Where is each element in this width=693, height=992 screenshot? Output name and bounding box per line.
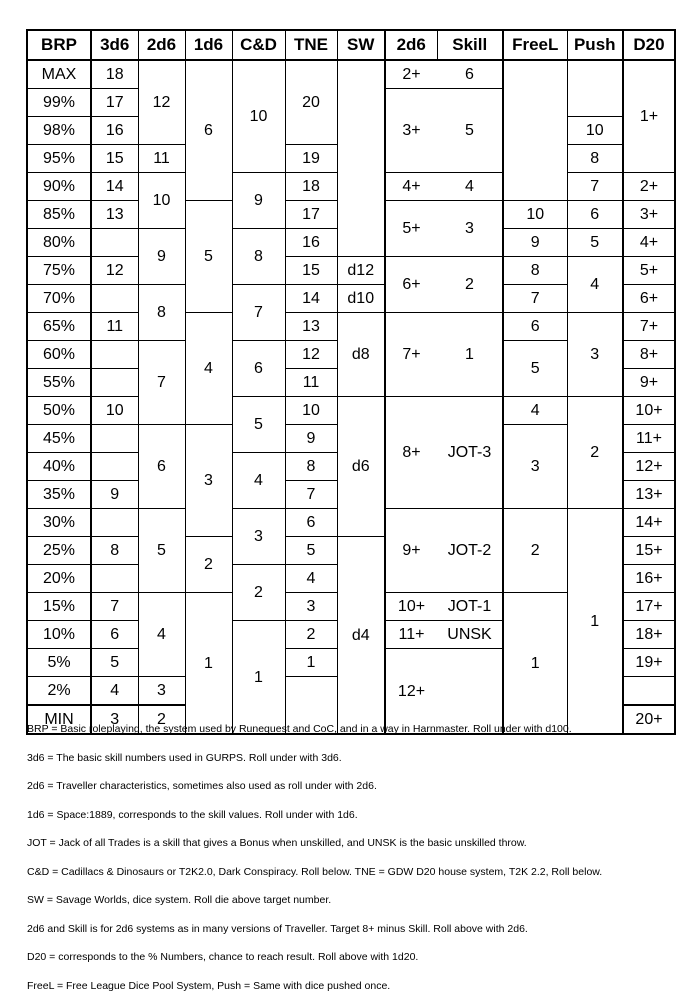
- row-label-brp: 85%: [27, 201, 91, 229]
- row-label-brp: 65%: [27, 313, 91, 341]
- column-header-brp-0: BRP: [27, 30, 91, 60]
- cell-2d6-target: 7+: [385, 313, 437, 397]
- cell-skill-value: 1: [437, 313, 503, 397]
- column-header-push-10: Push: [567, 30, 623, 60]
- cell-tne: 13: [285, 313, 337, 341]
- column-header-2d6-7: 2d6: [385, 30, 437, 60]
- row-label-brp: 70%: [27, 285, 91, 313]
- cell-2d6: 9: [138, 229, 185, 285]
- column-header-2d6-2: 2d6: [138, 30, 185, 60]
- cell-skill-value: 3: [437, 201, 503, 257]
- cell-3d6: 13: [91, 201, 138, 229]
- cell-freel: 1: [503, 593, 567, 735]
- cell-2d6-target: 2+: [385, 60, 437, 89]
- cell-3d6: 8: [91, 537, 138, 565]
- cell-sw: d6: [337, 397, 385, 537]
- cell-freel: 4: [503, 397, 567, 425]
- cell-push: 4: [567, 257, 623, 313]
- cell-tne: 17: [285, 201, 337, 229]
- cell-d20: 3+: [623, 201, 675, 229]
- row-label-brp: 45%: [27, 425, 91, 453]
- row-label-brp: 80%: [27, 229, 91, 257]
- cell-3d6: 9: [91, 481, 138, 509]
- cell-skill-value: 6: [437, 60, 503, 89]
- cell-skill-value: JOT-3: [437, 397, 503, 509]
- cell-freel: 8: [503, 257, 567, 285]
- cell-2d6: 4: [138, 593, 185, 677]
- cell-push: 8: [567, 145, 623, 173]
- cell-d20: 6+: [623, 285, 675, 313]
- table-row: [27, 60, 675, 89]
- legend-note-10: FreeL = Free League Dice Pool System, Push = Same with dice pushed once.: [27, 979, 391, 992]
- cell-1d6: 3: [185, 425, 232, 537]
- cell-push: 1: [567, 509, 623, 735]
- cell-3d6: 15: [91, 145, 138, 173]
- cell-freel: 7: [503, 285, 567, 313]
- cell-3d6: [91, 565, 138, 593]
- cell-tne: 8: [285, 453, 337, 481]
- cell-cd: 1: [232, 621, 285, 735]
- rpg-conversion-table: [26, 29, 676, 735]
- cell-d20: 12+: [623, 453, 675, 481]
- column-header-sw-6: SW: [337, 30, 385, 60]
- cell-sw: d12: [337, 257, 385, 285]
- cell-cd: 9: [232, 173, 285, 229]
- cell-skill-value: 2: [437, 257, 503, 313]
- cell-3d6: 4: [91, 677, 138, 706]
- cell-cd: 5: [232, 397, 285, 453]
- cell-d20: 15+: [623, 537, 675, 565]
- cell-d20: 10+: [623, 397, 675, 425]
- row-label-brp: 98%: [27, 117, 91, 145]
- column-header-c-d-4: C&D: [232, 30, 285, 60]
- table-row: [27, 313, 675, 341]
- row-label-brp: 15%: [27, 593, 91, 621]
- cell-freel: 3: [503, 425, 567, 509]
- cell-2d6-target: 3+: [385, 89, 437, 173]
- cell-2d6-target: 10+: [385, 593, 437, 621]
- legend-note-1: BRP = Basic roleplaying, the system used by Runequest and CoC, and in a way in Harnmaster. Roll under with d100.: [27, 723, 572, 735]
- cell-d20: 1+: [623, 60, 675, 173]
- cell-cd: 4: [232, 453, 285, 509]
- cell-d20: 2+: [623, 173, 675, 201]
- legend-note-3: 2d6 = Traveller characteristics, sometimes also used as roll under with 2d6.: [27, 780, 377, 792]
- row-label-brp: 35%: [27, 481, 91, 509]
- cell-2d6-target: 6+: [385, 257, 437, 313]
- legend-note-8: 2d6 and Skill is for 2d6 systems as in many versions of Traveller. Target 8+ minus Skill. Roll above with 2d6.: [27, 922, 528, 935]
- cell-2d6: 2: [138, 705, 185, 734]
- cell-3d6: 17: [91, 89, 138, 117]
- cell-cd: 2: [232, 565, 285, 621]
- cell-skill-value: JOT-2: [437, 509, 503, 593]
- column-header-tne-5: TNE: [285, 30, 337, 60]
- row-label-brp: 50%: [27, 397, 91, 425]
- column-header-3d6-1: 3d6: [91, 30, 138, 60]
- row-label-brp: 5%: [27, 649, 91, 677]
- cell-3d6: 12: [91, 257, 138, 285]
- cell-d20: 4+: [623, 229, 675, 257]
- row-label-brp: 75%: [27, 257, 91, 285]
- column-header-skill-8: Skill: [437, 30, 503, 60]
- cell-cd: 10: [232, 60, 285, 173]
- row-label-brp: 55%: [27, 369, 91, 397]
- cell-push: 2: [567, 397, 623, 509]
- cell-freel: 2: [503, 509, 567, 593]
- cell-1d6: 1: [185, 593, 232, 735]
- column-header-freel-9: FreeL: [503, 30, 567, 60]
- cell-d20: 11+: [623, 425, 675, 453]
- cell-3d6: [91, 285, 138, 313]
- cell-3d6: 7: [91, 593, 138, 621]
- cell-2d6-target: 12+: [385, 649, 437, 735]
- cell-freel: 10: [503, 201, 567, 229]
- legend-note-9: D20 = corresponds to the % Numbers, chance to reach result. Roll above with 1d20.: [27, 951, 419, 963]
- cell-2d6-target: 11+: [385, 621, 437, 649]
- cell-d20: 14+: [623, 509, 675, 537]
- cell-sw: d8: [337, 313, 385, 397]
- cell-skill-value: 4: [437, 173, 503, 201]
- cell-tne: 4: [285, 565, 337, 593]
- cell-tne: 10: [285, 397, 337, 425]
- cell-tne: 9: [285, 425, 337, 453]
- cell-2d6: 8: [138, 285, 185, 341]
- cell-2d6: 6: [138, 425, 185, 509]
- cell-3d6: [91, 229, 138, 257]
- cell-tne: 14: [285, 285, 337, 313]
- row-label-brp: 90%: [27, 173, 91, 201]
- cell-tne: 6: [285, 509, 337, 537]
- table-row: [27, 397, 675, 425]
- row-label-brp: 2%: [27, 677, 91, 706]
- cell-cd: 7: [232, 285, 285, 341]
- cell-sw: [337, 60, 385, 257]
- cell-skill-value: UNSK: [437, 621, 503, 649]
- cell-tne: 2: [285, 621, 337, 649]
- cell-tne: 7: [285, 481, 337, 509]
- cell-3d6: 10: [91, 397, 138, 425]
- cell-2d6: 10: [138, 173, 185, 229]
- cell-sw: d10: [337, 285, 385, 313]
- cell-d20: [623, 677, 675, 706]
- row-label-brp: 95%: [27, 145, 91, 173]
- table-body: [27, 60, 675, 734]
- cell-cd: 6: [232, 341, 285, 397]
- cell-d20: 17+: [623, 593, 675, 621]
- cell-tne: 15: [285, 257, 337, 285]
- cell-3d6: [91, 453, 138, 481]
- cell-1d6: 2: [185, 537, 232, 593]
- legend-note-4: 1d6 = Space:1889, corresponds to the skill values. Roll under with 1d6.: [27, 808, 358, 821]
- cell-3d6: 16: [91, 117, 138, 145]
- cell-freel: 9: [503, 229, 567, 257]
- legend-note-2: 3d6 = The basic skill numbers used in GURPS. Roll under with 3d6.: [27, 751, 342, 764]
- cell-tne: 1: [285, 649, 337, 677]
- cell-3d6: 14: [91, 173, 138, 201]
- cell-skill-value: [437, 649, 503, 735]
- cell-2d6: 5: [138, 509, 185, 593]
- cell-push: 10: [567, 117, 623, 145]
- cell-tne: 3: [285, 593, 337, 621]
- row-label-brp: 30%: [27, 509, 91, 537]
- row-label-brp: MAX: [27, 60, 91, 89]
- cell-1d6: 4: [185, 313, 232, 425]
- cell-push: 6: [567, 201, 623, 229]
- cell-d20: 7+: [623, 313, 675, 341]
- cell-2d6-target: 9+: [385, 509, 437, 593]
- cell-skill-value: 5: [437, 89, 503, 173]
- cell-d20: 8+: [623, 341, 675, 369]
- cell-2d6: 12: [138, 60, 185, 145]
- cell-3d6: 18: [91, 60, 138, 89]
- cell-tne: 18: [285, 173, 337, 201]
- row-label-brp: 40%: [27, 453, 91, 481]
- legend-note-7: SW = Savage Worlds, dice system. Roll die above target number.: [27, 894, 332, 906]
- cell-d20: 20+: [623, 705, 675, 734]
- row-label-brp: 25%: [27, 537, 91, 565]
- cell-2d6-target: 5+: [385, 201, 437, 257]
- row-label-brp: 60%: [27, 341, 91, 369]
- cell-3d6: 11: [91, 313, 138, 341]
- cell-push: 7: [567, 173, 623, 201]
- legend-note-6: C&D = Cadillacs & Dinosaurs or T2K2.0, Dark Conspiracy. Roll below. TNE = GDW D20 house system, T2K 2.2, Roll below.: [27, 865, 603, 878]
- table-header-row: [27, 30, 675, 60]
- cell-tne: 5: [285, 537, 337, 565]
- cell-1d6: 5: [185, 201, 232, 313]
- cell-d20: 5+: [623, 257, 675, 285]
- table-row: [27, 257, 675, 285]
- cell-2d6: 11: [138, 145, 185, 173]
- cell-1d6: 6: [185, 60, 232, 201]
- cell-3d6: 5: [91, 649, 138, 677]
- cell-freel: [503, 60, 567, 201]
- cell-d20: 9+: [623, 369, 675, 397]
- cell-d20: 19+: [623, 649, 675, 677]
- row-label-brp: 99%: [27, 89, 91, 117]
- cell-push: 5: [567, 229, 623, 257]
- cell-3d6: 6: [91, 621, 138, 649]
- cell-cd: 3: [232, 509, 285, 565]
- column-header-d20-11: D20: [623, 30, 675, 60]
- cell-3d6: [91, 425, 138, 453]
- cell-freel: 5: [503, 341, 567, 397]
- cell-tne: 16: [285, 229, 337, 257]
- cell-tne: 11: [285, 369, 337, 397]
- cell-3d6: [91, 509, 138, 537]
- cell-tne: 12: [285, 341, 337, 369]
- cell-3d6: [91, 369, 138, 397]
- cell-sw: d4: [337, 537, 385, 735]
- cell-2d6: 7: [138, 341, 185, 425]
- cell-tne: 20: [285, 60, 337, 145]
- cell-3d6: 3: [91, 705, 138, 734]
- cell-push: [567, 60, 623, 117]
- row-label-brp: MIN: [27, 705, 91, 734]
- cell-d20: 13+: [623, 481, 675, 509]
- legend-notes: [27, 723, 667, 992]
- cell-tne: 19: [285, 145, 337, 173]
- cell-d20: 16+: [623, 565, 675, 593]
- cell-2d6-target: 4+: [385, 173, 437, 201]
- cell-d20: 18+: [623, 621, 675, 649]
- cell-2d6: 3: [138, 677, 185, 706]
- column-header-1d6-3: 1d6: [185, 30, 232, 60]
- cell-3d6: [91, 341, 138, 369]
- cell-push: 3: [567, 313, 623, 397]
- cell-cd: 8: [232, 229, 285, 285]
- row-label-brp: 10%: [27, 621, 91, 649]
- cell-skill-value: JOT-1: [437, 593, 503, 621]
- legend-note-5: JOT = Jack of all Trades is a skill that gives a Bonus when unskilled, and UNSK is the basic unskilled throw.: [27, 837, 527, 849]
- cell-freel: 6: [503, 313, 567, 341]
- row-label-brp: 20%: [27, 565, 91, 593]
- rpg-conversion-table-wrapper: [26, 29, 666, 735]
- cell-2d6-target: 8+: [385, 397, 437, 509]
